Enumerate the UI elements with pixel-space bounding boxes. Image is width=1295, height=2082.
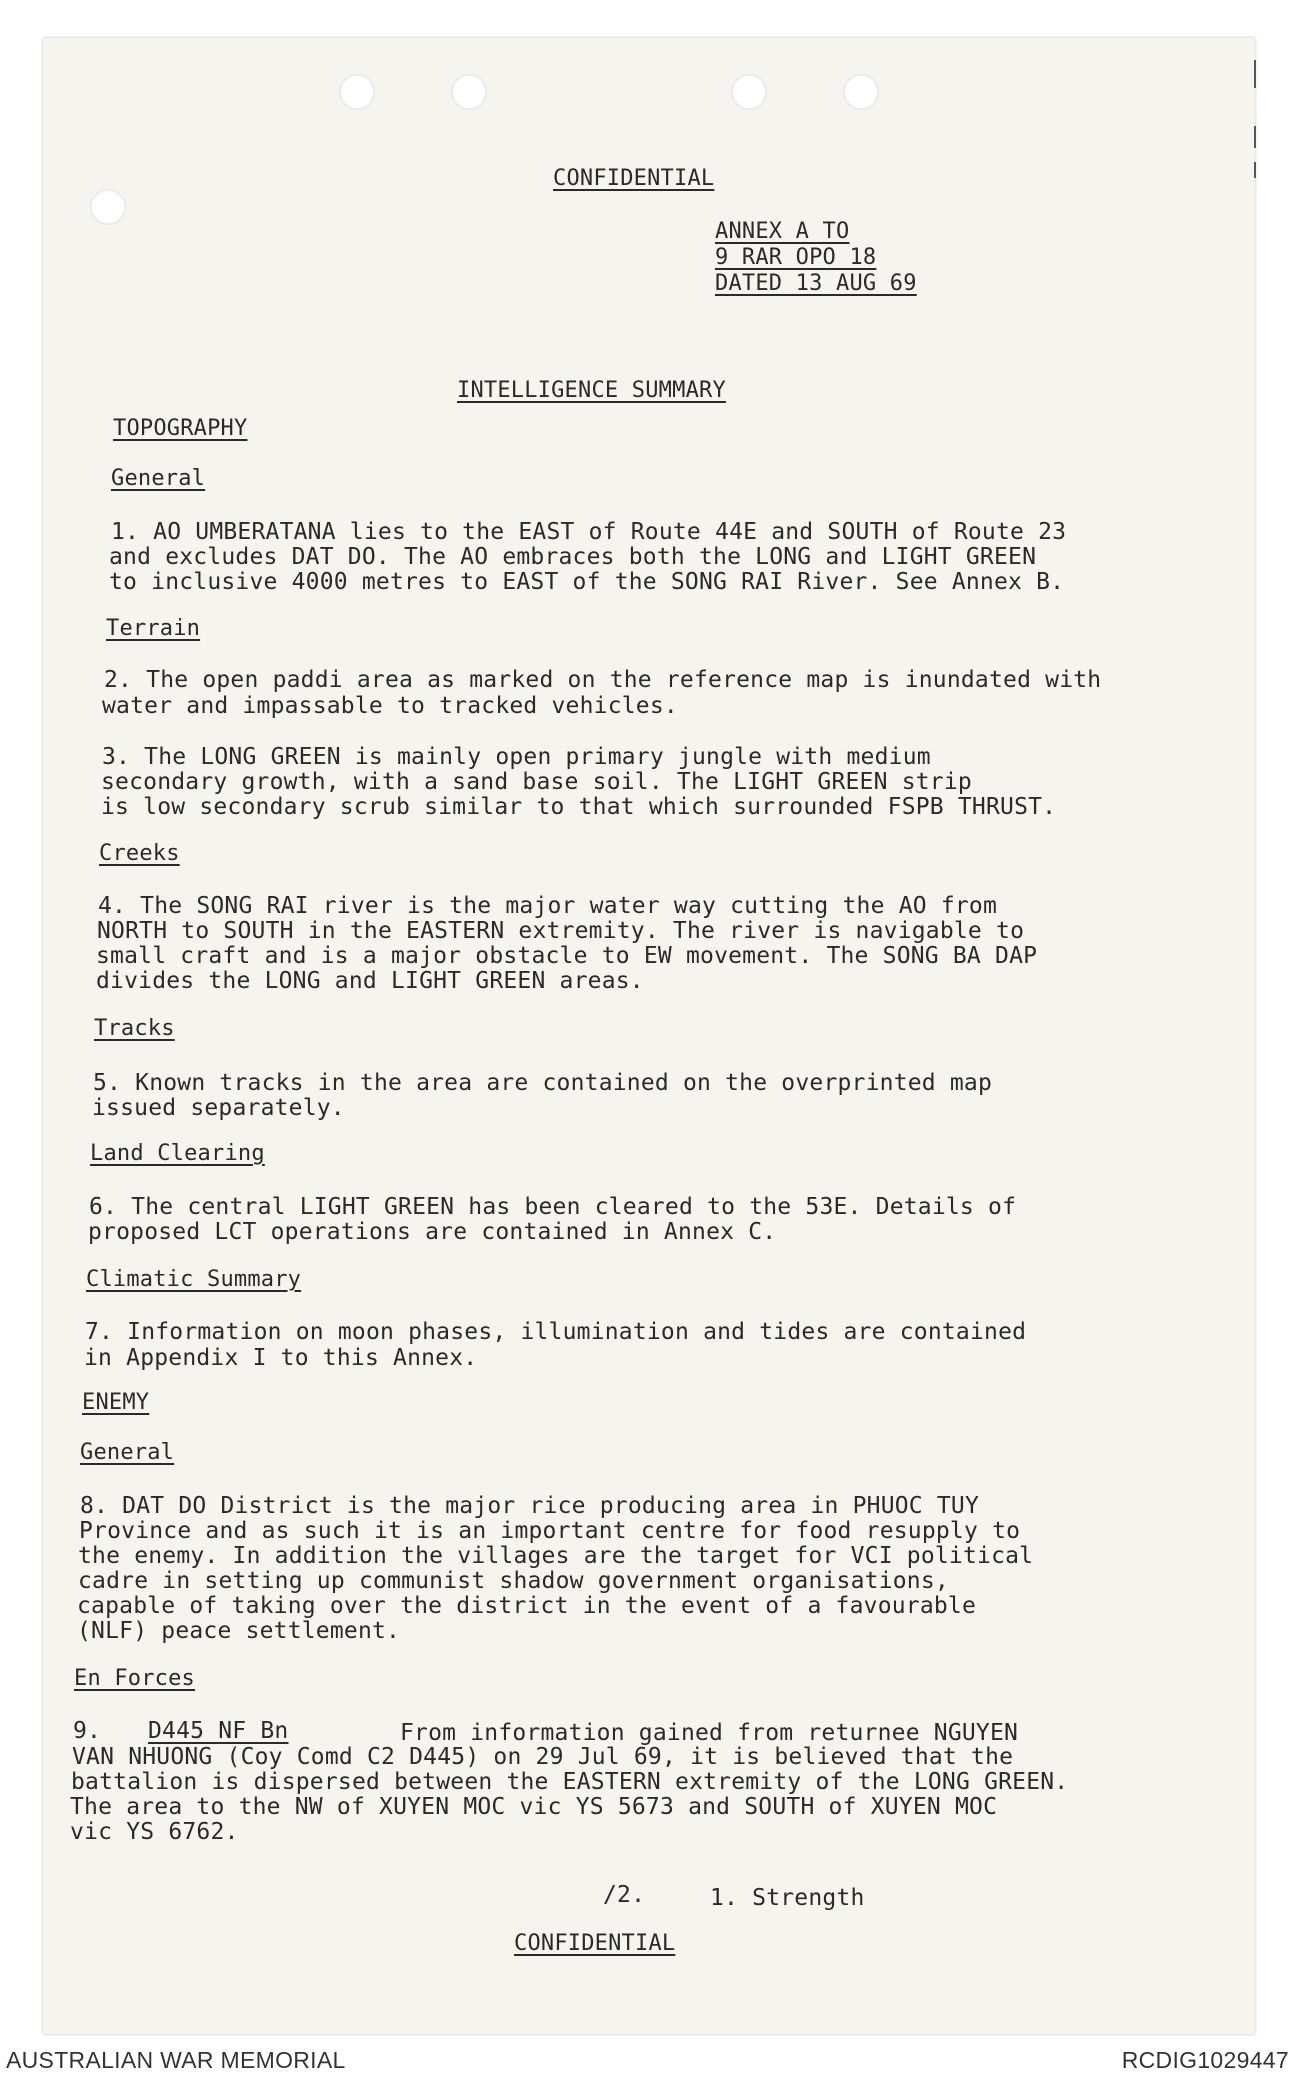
punch-hole xyxy=(339,74,375,110)
punch-hole xyxy=(451,74,487,110)
paragraph-1-line: 1. AO UMBERATANA lies to the EAST of Route 44E and SOUTH of Route 23 xyxy=(111,519,1067,545)
footer-institution: AUSTRALIAN WAR MEMORIAL xyxy=(6,2047,346,2073)
classification-top: CONFIDENTIAL xyxy=(553,166,715,191)
section-topography: TOPOGRAPHY xyxy=(113,416,248,441)
paragraph-2-line: 2. The open paddi area as marked on the reference map is inundated with xyxy=(104,667,1102,693)
punch-hole xyxy=(90,189,126,225)
document-title: INTELLIGENCE SUMMARY xyxy=(457,378,726,403)
paragraph-4-line: NORTH to SOUTH in the EASTERN extremity. The river is navigable to xyxy=(97,918,1025,944)
continuation-next: 1. Strength xyxy=(710,1885,865,1911)
subsection-climatic-summary: Climatic Summary xyxy=(86,1267,302,1292)
paragraph-9-number: 9. xyxy=(73,1718,102,1744)
edge-mark xyxy=(1254,60,1256,88)
edge-mark xyxy=(1254,126,1256,148)
paragraph-6-line: 6. The central LIGHT GREEN has been cleared to the 53E. Details of xyxy=(89,1194,1017,1220)
paragraph-2-line: water and impassable to tracked vehicles. xyxy=(102,693,678,719)
subsection-tracks: Tracks xyxy=(94,1016,175,1041)
annex-line-1: ANNEX A TO xyxy=(715,219,850,244)
paragraph-4-line: divides the LONG and LIGHT GREEN areas. xyxy=(96,968,644,994)
edge-mark xyxy=(1254,162,1256,178)
paragraph-7-line: 7. Information on moon phases, illumination and tides are contained xyxy=(85,1319,1027,1345)
paragraph-5-line: 5. Known tracks in the area are contained on the overprinted map xyxy=(93,1070,993,1096)
annex-line-3: DATED 13 AUG 69 xyxy=(715,271,917,296)
paragraph-8-line: 8. DAT DO District is the major rice producing area in PHUOC TUY xyxy=(80,1493,980,1519)
paragraph-6-line: proposed LCT operations are contained in Annex C. xyxy=(88,1219,777,1245)
annex-line-2: 9 RAR OPO 18 xyxy=(715,245,877,270)
paragraph-3-line: is low secondary scrub similar to that which surrounded FSPB THRUST. xyxy=(101,794,1057,820)
paragraph-4-line: small craft and is a major obstacle to EW movement. The SONG BA DAP xyxy=(96,943,1038,969)
paragraph-8-line: capable of taking over the district in the event of a favourable xyxy=(77,1593,977,1619)
subsection-general-enemy: General xyxy=(80,1440,175,1465)
paragraph-9-line: VAN NHUONG (Coy Comd C2 D445) on 29 Jul 69, it is believed that the xyxy=(72,1744,1014,1770)
paragraph-4-line: 4. The SONG RAI river is the major water way cutting the AO from xyxy=(98,893,998,919)
paragraph-9-line: vic YS 6762. xyxy=(70,1819,239,1845)
punch-hole xyxy=(843,74,879,110)
subsection-general: General xyxy=(111,466,206,491)
paragraph-3-line: 3. The LONG GREEN is mainly open primary jungle with medium xyxy=(102,744,931,770)
subsection-terrain: Terrain xyxy=(106,616,201,641)
paragraph-9-line: battalion is dispersed between the EASTERN extremity of the LONG GREEN. xyxy=(71,1769,1069,1795)
punch-hole xyxy=(731,74,767,110)
continuation-page: /2. xyxy=(603,1882,646,1908)
paragraph-9-line: From information gained from returnee NGUYEN xyxy=(400,1720,1019,1746)
paragraph-9-unit: D445 NF Bn xyxy=(148,1718,289,1744)
paragraph-8-line: Province and as such it is an important centre for food resupply to xyxy=(79,1518,1021,1544)
subsection-creeks: Creeks xyxy=(99,841,180,866)
paragraph-9-line: The area to the NW of XUYEN MOC vic YS 5673 and SOUTH of XUYEN MOC xyxy=(70,1794,998,1820)
paragraph-1-line: to inclusive 4000 metres to EAST of the SONG RAI River. See Annex B. xyxy=(109,569,1065,595)
subsection-land-clearing: Land Clearing xyxy=(90,1141,265,1166)
paragraph-1-line: and excludes DAT DO. The AO embraces both the LONG and LIGHT GREEN xyxy=(109,544,1037,570)
classification-bottom: CONFIDENTIAL xyxy=(514,1931,676,1956)
paragraph-8-line: cadre in setting up communist shadow government organisations, xyxy=(78,1568,949,1594)
paragraph-3-line: secondary growth, with a sand base soil. The LIGHT GREEN strip xyxy=(101,769,972,795)
paragraph-5-line: issued separately. xyxy=(92,1095,345,1121)
paragraph-8-line: the enemy. In addition the villages are the target for VCI political xyxy=(78,1543,1034,1569)
paragraph-7-line: in Appendix I to this Annex. xyxy=(84,1345,478,1371)
paragraph-8-line: (NLF) peace settlement. xyxy=(77,1618,401,1644)
footer-record-id: RCDIG1029447 xyxy=(1121,2047,1289,2073)
subsection-en-forces: En Forces xyxy=(74,1666,196,1691)
section-enemy: ENEMY xyxy=(82,1390,150,1415)
